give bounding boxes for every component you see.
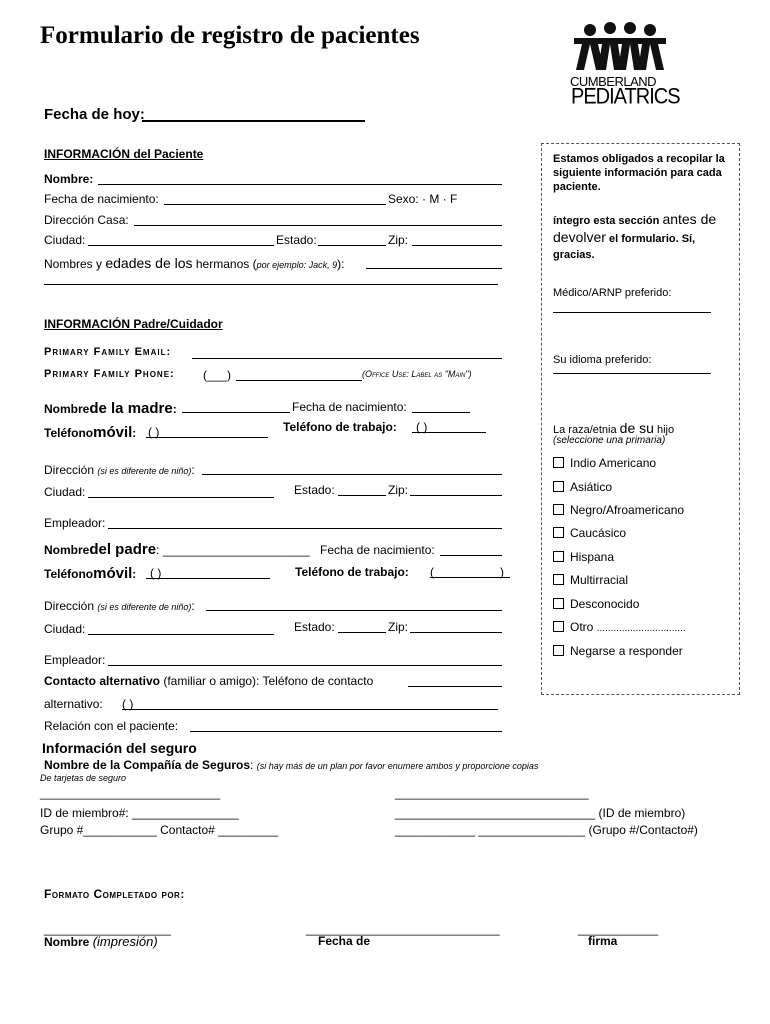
nombre-label: Nombre: — [44, 172, 94, 186]
hermanos-field[interactable] — [366, 268, 502, 269]
father-address-field[interactable] — [206, 610, 502, 611]
mother-work-label: Teléfono de trabajo: — [283, 420, 397, 434]
relacion-field[interactable] — [190, 731, 502, 732]
direccion-label: Dirección Casa: — [44, 213, 129, 227]
mother-work-paren: ( ) — [416, 420, 428, 434]
father-name-label: Nombredel padre: ______________________ — [44, 541, 310, 558]
father-work-label: Teléfono de trabajo: — [295, 565, 409, 579]
checkbox[interactable] — [553, 481, 564, 492]
side-instructions: íntegro esta sección antes de devolver el formulario. Sí, gracias. — [553, 211, 717, 261]
mother-work-field[interactable] — [412, 432, 486, 433]
zip-label: Zip: — [388, 233, 409, 247]
alt-contact-label: Contacto alternativo (familiar o amigo): Teléfono de contacto — [44, 674, 374, 688]
logo-line2: PEDIATRICS — [571, 84, 680, 110]
fecha-nac-label: Fecha de nacimiento: — [44, 192, 159, 206]
mother-city-label: Ciudad: — [44, 485, 86, 499]
checkbox[interactable] — [553, 504, 564, 515]
email-field[interactable] — [192, 358, 502, 359]
father-mobile-paren: ( ) — [150, 566, 162, 580]
raza-note: (seleccione una primaria) — [553, 435, 666, 446]
checkbox[interactable] — [553, 645, 564, 656]
insurance-right-blank[interactable]: _____________________________ — [395, 786, 589, 800]
raza-option-hispana[interactable]: Hispana — [553, 550, 614, 564]
father-work-paren-close: ) — [500, 565, 504, 579]
ciudad-label: Ciudad: — [44, 233, 86, 247]
checkbox[interactable] — [553, 551, 564, 562]
logo-line1: CUMBERLAND — [570, 74, 657, 89]
insurance-member-id[interactable]: ID de miembro#: ________________ — [40, 806, 239, 820]
father-employer-field[interactable] — [108, 665, 502, 666]
insurance-group[interactable]: Grupo #___________ Contacto# _________ — [40, 823, 279, 837]
mother-state-label: Estado: — [294, 483, 335, 497]
cumberland-logo — [570, 22, 680, 112]
father-employer-label: Empleador: — [44, 653, 106, 667]
raza-option-asiatico[interactable]: Asiático — [553, 480, 612, 494]
raza-option-otro[interactable]: Otro ................................ — [553, 620, 686, 634]
father-work-paren: ( — [430, 565, 434, 579]
mother-zip-field[interactable] — [410, 495, 502, 496]
alt-contact-paren: ( ) — [122, 697, 134, 711]
father-work-field[interactable] — [430, 577, 510, 578]
nombre-field[interactable] — [98, 184, 502, 185]
checkbox[interactable] — [553, 574, 564, 585]
father-state-label: Estado: — [294, 620, 335, 634]
father-zip-field[interactable] — [410, 632, 502, 633]
ciudad-field[interactable] — [88, 245, 274, 246]
father-mobile-field[interactable] — [146, 578, 270, 579]
completed-heading: Formato Completado por: — [44, 887, 185, 901]
insurance-company-row: Nombre de la Compañía de Seguros: (si hay más de un plan por favor enumere ambos y proporcione copias — [44, 758, 539, 772]
hermanos-label: Nombres y edades de los hermanos (por ejemplo: Jack, 9): — [44, 255, 345, 271]
alt-phone-field[interactable] — [122, 709, 498, 710]
father-state-field[interactable] — [338, 632, 386, 633]
sexo-label: Sexo: · M · F — [388, 192, 458, 206]
father-address-label: Dirección (si es diferente de niño): — [44, 599, 195, 613]
checkbox[interactable] — [553, 527, 564, 538]
checkbox[interactable] — [553, 621, 564, 632]
mother-name-field[interactable] — [182, 412, 290, 413]
estado-label: Estado: — [276, 233, 317, 247]
patient-heading: INFORMACIÓN del Paciente — [44, 147, 204, 161]
mother-state-field[interactable] — [338, 495, 386, 496]
father-dob-field[interactable] — [440, 555, 502, 556]
insurance-heading: Información del seguro — [42, 740, 197, 756]
phone-field[interactable] — [236, 380, 362, 381]
raza-option-negarse[interactable]: Negarse a responder — [553, 644, 683, 658]
completed-signature-label: firma — [588, 934, 618, 948]
completed-signature-field[interactable]: ____________ — [578, 922, 659, 936]
insurance-note-2: De tarjetas de seguro — [40, 773, 127, 783]
completed-date-label: Fecha de — [318, 934, 371, 948]
children-figures-icon — [570, 22, 670, 72]
hermanos-field-2[interactable] — [44, 284, 498, 285]
idioma-field[interactable] — [553, 373, 711, 374]
father-city-field[interactable] — [88, 634, 274, 635]
estado-field[interactable] — [318, 245, 386, 246]
mother-name-label: Nombrede la madre: — [44, 400, 177, 417]
office-use-note: (Office Use: Label as "Main") — [362, 369, 472, 379]
page-title: Formulario de registro de pacientes — [40, 22, 420, 49]
father-mobile-label: Teléfonomóvil: — [44, 565, 137, 582]
fecha-hoy-field[interactable] — [142, 120, 365, 122]
phone-paren: (___) — [203, 368, 232, 382]
raza-label: La raza/etnia de su hijo — [553, 420, 675, 436]
checkbox[interactable] — [553, 457, 564, 468]
raza-option-multirracial[interactable]: Multirracial — [553, 573, 628, 587]
mother-dob-field[interactable] — [412, 412, 470, 413]
direccion-field[interactable] — [134, 225, 502, 226]
phone-label: Primary Family Phone: — [44, 368, 175, 380]
raza-option-caucasico[interactable]: Caucásico — [553, 526, 626, 540]
mother-city-field[interactable] — [88, 497, 274, 498]
insurance-right-member[interactable]: ______________________________ (ID de miembro) — [395, 806, 686, 820]
mother-address-label: Dirección (si es diferente de niño): — [44, 463, 195, 477]
zip-field[interactable] — [412, 245, 502, 246]
alt-contact-label-2: alternativo: — [44, 697, 103, 711]
alt-contact-field[interactable] — [408, 686, 502, 687]
email-label: Primary Family Email: — [44, 346, 172, 358]
mother-address-field[interactable] — [202, 474, 502, 475]
insurance-right-group[interactable]: ____________ ________________ (Grupo #/Contacto#) — [395, 823, 698, 837]
father-city-label: Ciudad: — [44, 622, 86, 636]
mother-mobile-label: Teléfonomóvil: — [44, 424, 137, 441]
raza-option-negro[interactable]: Negro/Afroamericano — [553, 503, 684, 517]
mother-mobile-field[interactable] — [146, 437, 268, 438]
fecha-nac-field[interactable] — [164, 204, 386, 205]
relacion-label: Relación con el paciente: — [44, 719, 179, 733]
raza-option-indio[interactable]: Indio Americano — [553, 456, 656, 470]
mother-dob-label: Fecha de nacimiento: — [292, 400, 407, 414]
fecha-hoy-label: Fecha de hoy: — [44, 106, 145, 123]
completed-name-field[interactable]: ___________________ — [44, 922, 171, 936]
mother-zip-label: Zip: — [388, 483, 409, 497]
mother-mobile-paren: ( ) — [148, 425, 160, 439]
parent-heading: INFORMACIÓN Padre/Cuidador — [44, 317, 223, 331]
insurance-left-blank[interactable]: ___________________________ — [40, 786, 221, 800]
idioma-label: Su idioma preferido: — [553, 354, 652, 366]
raza-option-desconocido[interactable]: Desconocido — [553, 597, 639, 611]
medico-label: Médico/ARNP preferido: — [553, 287, 672, 299]
father-zip-label: Zip: — [388, 620, 409, 634]
completed-name-label: Nombre (impresión) — [44, 934, 158, 949]
medico-field[interactable] — [553, 312, 711, 313]
mother-employer-field[interactable] — [108, 528, 502, 529]
father-dob-label: Fecha de nacimiento: — [320, 543, 435, 557]
mother-employer-label: Empleador: — [44, 516, 106, 530]
side-notice: Estamos obligados a recopilar la siguiente información para cada paciente. — [553, 153, 725, 193]
completed-date-field[interactable]: _____________________________ — [306, 922, 500, 936]
checkbox[interactable] — [553, 598, 564, 609]
